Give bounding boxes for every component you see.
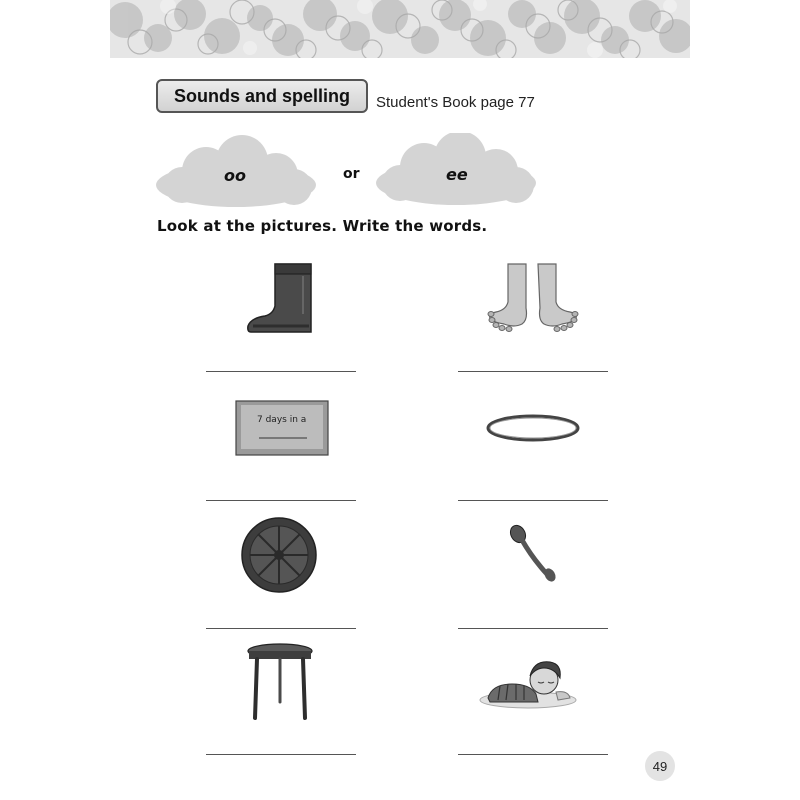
- hoop-icon: [484, 412, 582, 444]
- sleeping-child-icon: [478, 654, 578, 710]
- header-bubble-banner: [110, 0, 690, 58]
- feet-icon: [486, 262, 580, 338]
- stool-icon: [245, 642, 315, 722]
- answer-line-3[interactable]: [206, 500, 356, 501]
- answer-line-5[interactable]: [206, 628, 356, 629]
- instruction-text: Look at the pictures. Write the words.: [157, 217, 488, 235]
- sound-oo-label: oo: [224, 166, 246, 185]
- page-number: [645, 751, 675, 781]
- bubble-pattern-icon: [110, 0, 690, 58]
- section-heading: [156, 79, 368, 113]
- answer-line-1[interactable]: [206, 371, 356, 372]
- connector-or: or: [343, 166, 360, 182]
- wheel-icon: [240, 516, 318, 594]
- book-reference: Student's Book page 77: [376, 94, 535, 111]
- sound-ee-label: ee: [446, 165, 468, 184]
- answer-line-7[interactable]: [206, 754, 356, 755]
- page-number-label: 49: [652, 758, 668, 774]
- answer-line-8[interactable]: [458, 754, 608, 755]
- answer-line-4[interactable]: [458, 500, 608, 501]
- answer-line-2[interactable]: [458, 371, 608, 372]
- spoon-icon: [508, 524, 558, 584]
- calendar-caption: 7 days in a: [257, 415, 307, 425]
- boot-icon: [245, 262, 315, 336]
- calendar-card-icon: [235, 400, 329, 456]
- answer-line-6[interactable]: [458, 628, 608, 629]
- section-title: Sounds and spelling: [173, 85, 350, 106]
